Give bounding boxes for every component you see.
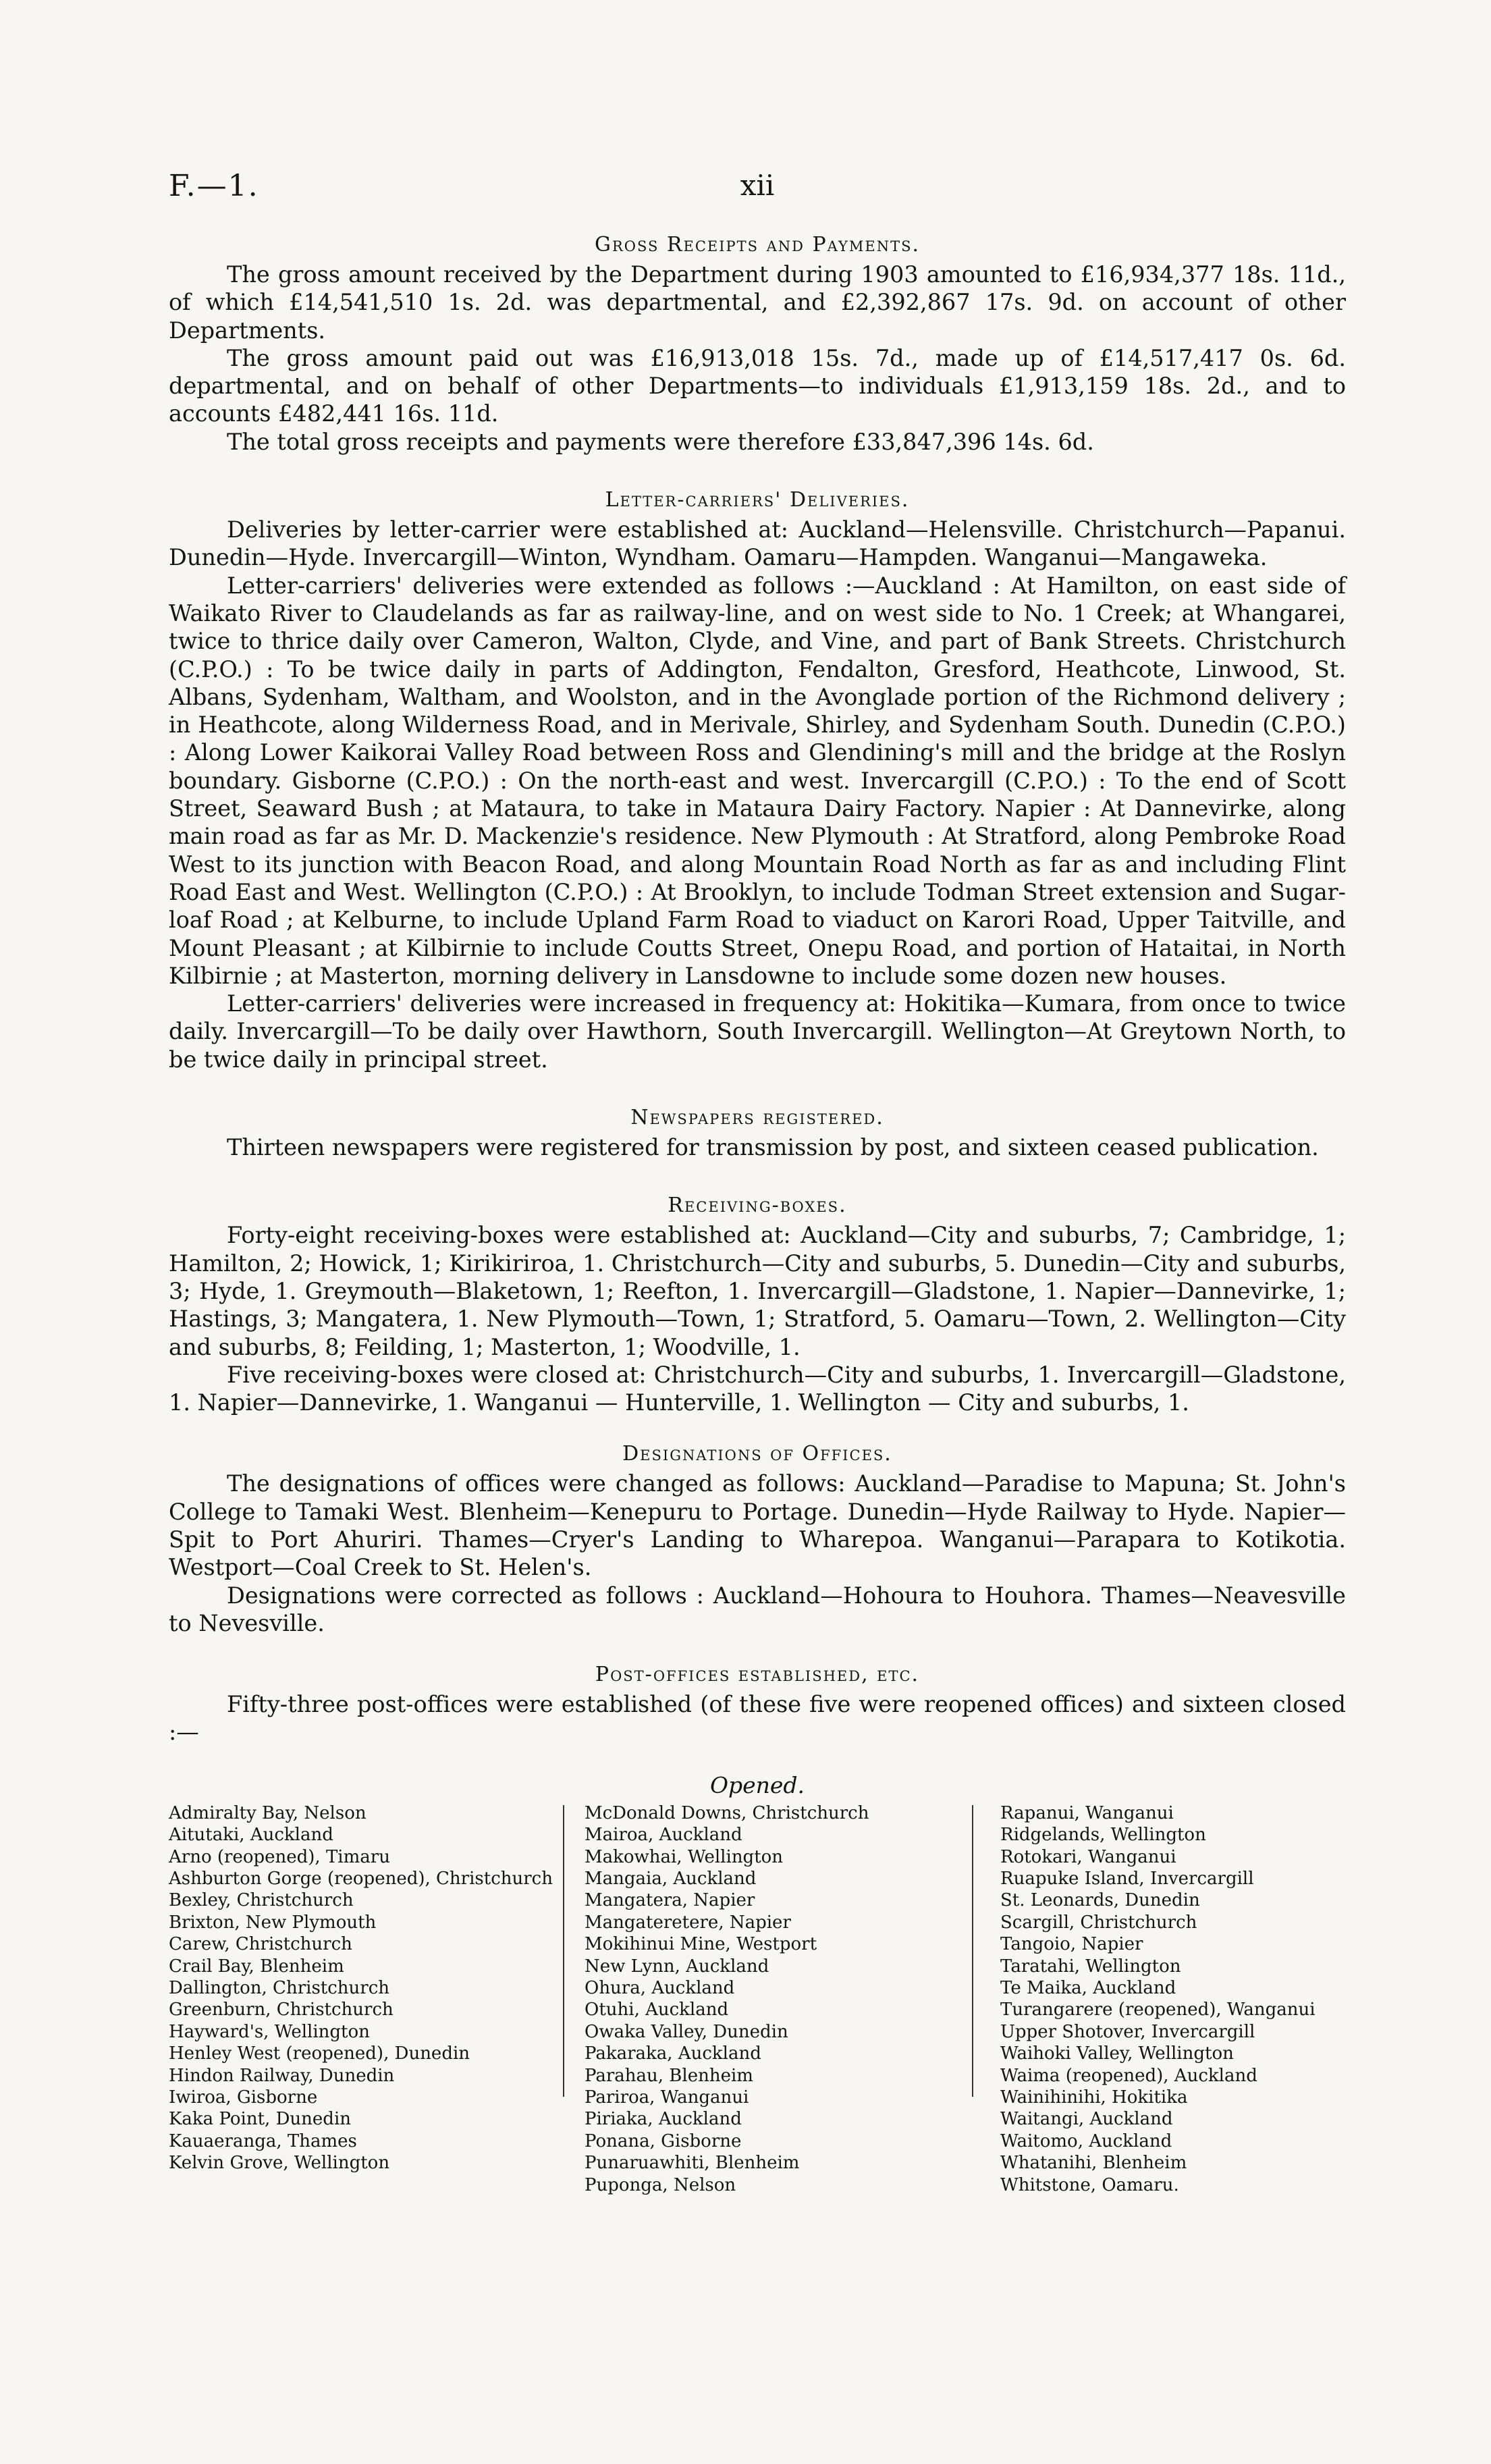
office-entry: Hindon Railway, Dunedin (169, 2065, 395, 2086)
office-entry: Makowhai, Wellington (585, 1846, 784, 1867)
paragraph: Thirteen newspapers were registered for transmission by post, and sixteen ceased publication. (227, 1134, 1319, 1161)
office-entry: Puponga, Nelson (585, 2174, 736, 2195)
paragraph: Designations were corrected as follows : Auckland—Hohoura to Houhora. Thames—Neavesville to Nevesville. (169, 1582, 1346, 1636)
office-entry: Mangatera, Napier (585, 1890, 755, 1911)
paragraph: Letter-carriers' deliveries were extended as follows :—Auckland : At Hamilton, on east side of Waikato River to Claudelands as far as railway-line, and on west side to No. 1 Creek; at Whangarei, twice to thrice daily over Cameron, Walton, Clyde, and Vine, and part of Bank Streets. Christchurch (C.P.O.) : To be twice daily in parts of Addington, Fendalton, Gresford, Heathcote, Linwood, St. Albans, Sydenham, Waltham, and Woolston, and in the Avonglade portion of the Richmond delivery ; in Heathcote, along Wilderness Road, and in Merivale, Shirley, and Sydenham South. Dunedin (C.P.O.) : Along Lower Kaikorai Valley Road between Ross and Glendining's mill and the bridge at the Roslyn boundary. Gisborne (C.P.O.) : On the north-east and west. Invercargill (C.P.O.) : To the end of Scott Street, Seaward Bush ; at Mataura, to take in Mataura Dairy Factory. Napier : At Dannevirke, along main road as far as Mr. D. Mackenzie's residence. New Plymouth : At Stratford, along Pembroke Road West to its junction with Beacon Road, and along Mountain Road North as far as and including Flint Road East and West. Wellington (C.P.O.) : At Brooklyn, to include Todman Street extension and Sugar-loaf Road ; at Kelburne, to include Upland Farm Road to viaduct on Karori Road, Upper Taitville, and Mount Pleasant ; at Kilbirnie to include Coutts Street, Onepu Road, and portion of Hataitai, in North Kilbirnie ; at Masterton, morning delivery in Lansdowne to include some dozen new houses. (169, 572, 1346, 989)
office-entry: Iwiroa, Gisborne (169, 2087, 318, 2108)
office-entry: Mangaia, Auckland (585, 1868, 757, 1889)
office-entry: Pakaraka, Auckland (585, 2043, 761, 2064)
offices-column-3 (979, 1802, 1346, 2196)
office-entry: Hayward's, Wellington (169, 2021, 370, 2042)
paragraph: Deliveries by letter-carrier were established at: Auckland—Helensville. Christchurch—Papanui. Dunedin—Hyde. Invercargill—Winton, Wyndham. Oamaru—Hampden. Wanganui—Mangaweka. (169, 516, 1346, 571)
section-title: Post-offices established, etc. (595, 1663, 920, 1687)
section-gross-receipts (169, 233, 1346, 456)
section-title: Letter-carriers' Deliveries. (605, 488, 910, 512)
office-entry: Whitstone, Oamaru. (1000, 2174, 1179, 2195)
office-entry: Punaruawhiti, Blenheim (585, 2153, 800, 2174)
office-entry: Greenburn, Christchurch (169, 2000, 394, 2020)
paragraph: Fifty-three post-offices were established (of these five were reopened offices) and sixteen closed :— (169, 1691, 1346, 1746)
document-reference: F.—1. (169, 169, 259, 203)
paragraph: Letter-carriers' deliveries were increased in frequency at: Hokitika—Kumara, from once to twice daily. Invercargill—To be daily over Hawthorn, South Invercargill. Wellington—At Greytown North, to be twice daily in principal street. (169, 990, 1346, 1073)
office-entry: Ridgelands, Wellington (1000, 1825, 1206, 1846)
office-entry: St. Leonards, Dunedin (1000, 1890, 1200, 1911)
office-entry: Ohura, Auckland (585, 1978, 735, 1999)
office-entry: Tangoio, Napier (1000, 1934, 1143, 1955)
section-post-offices (169, 1663, 1346, 2196)
office-entry: Carew, Christchurch (169, 1934, 352, 1955)
office-entry: Rapanui, Wanganui (1000, 1802, 1174, 1823)
office-entry: Kaka Point, Dunedin (169, 2109, 352, 2130)
page-header (169, 169, 1346, 216)
office-entry: Waima (reopened), Auckland (1000, 2065, 1257, 2086)
paragraph: Forty-eight receiving-boxes were established at: Auckland—City and suburbs, 7; Cambridge, 1; Hamilton, 2; Howick, 1; Kirikiriroa, 1. Christchurch—City and suburbs, 5. Dunedin—City and suburbs, 3; Hyde, 1. Greymouth—Blaketown, 1; Reefton, 1. Invercargill—Gladstone, 1. Napier—Dannevirke, 1; Hastings, 3; Mangatera, 1. New Plymouth—Town, 1; Stratford, 5. Oamaru—Town, 2. Wellington—City and suburbs, 8; Feilding, 1; Masterton, 1; Woodville, 1. (169, 1222, 1346, 1360)
page-number: xii (740, 169, 775, 202)
office-entry: Otuhi, Auckland (585, 2000, 729, 2020)
office-entry: Kelvin Grove, Wellington (169, 2153, 390, 2174)
paragraph: The total gross receipts and payments were therefore £33,847,396 14s. 6d. (227, 428, 1094, 455)
section-title: Receiving-boxes. (668, 1194, 847, 1218)
office-entry: Henley West (reopened), Dunedin (169, 2043, 470, 2064)
office-entry: Arno (reopened), Timaru (169, 1846, 390, 1867)
office-entry: Parahau, Blenheim (585, 2065, 753, 2086)
section-newspapers (169, 1106, 1346, 1161)
office-entry: Kauaeranga, Thames (169, 2131, 357, 2151)
office-entry: Mokihinui Mine, Westport (585, 1934, 817, 1955)
column-divider (563, 1805, 570, 2097)
office-entry: Rotokari, Wanganui (1000, 1846, 1176, 1867)
office-entry: Dallington, Christchurch (169, 1978, 390, 1999)
office-entry: Scargill, Christchurch (1000, 1912, 1197, 1933)
section-receiving-boxes (169, 1194, 1346, 1416)
offices-column-2 (570, 1802, 965, 2196)
office-entry: Brixton, New Plymouth (169, 1912, 377, 1933)
paragraph: The gross amount paid out was £16,913,018 15s. 7d., made up of £14,517,417 0s. 6d. departmental, and on behalf of other Departments—to individuals £1,913,159 18s. 2d., and to accounts £482,441 16s. 11d. (169, 344, 1346, 427)
office-entry: Crail Bay, Blenheim (169, 1956, 344, 1977)
section-title: Designations of Offices. (622, 1442, 892, 1466)
office-entry: Whatanihi, Blenheim (1000, 2153, 1187, 2174)
paragraph: The designations of offices were changed as follows: Auckland—Paradise to Mapuna; St. John's College to Tamaki West. Blenheim—Kenepuru to Portage. Dunedin—Hyde Railway to Hyde. Napier—Spit to Port Ahuriri. Thames—Cryer's Landing to Wharepoa. Wanganui—Parapara to Kotikotia. Westport—Coal Creek to St. Helen's. (169, 1470, 1346, 1581)
offices-column-1 (169, 1802, 556, 2196)
section-title: Gross Receipts and Payments. (594, 233, 920, 257)
office-entry: Taratahi, Wellington (1000, 1956, 1181, 1977)
office-entry: Pariroa, Wanganui (585, 2087, 749, 2108)
paragraph: The gross amount received by the Department during 1903 amounted to £16,934,377 18s. 11d., of which £14,541,510 1s. 2d. was departmental, and £2,392,867 17s. 9d. on account of other Departments. (169, 261, 1346, 344)
opened-offices-list (169, 1802, 1346, 2196)
column-divider (972, 1805, 979, 2097)
office-entry: Ashburton Gorge (reopened), Christchurch (169, 1868, 553, 1889)
office-entry: Admiralty Bay, Nelson (169, 1802, 367, 1823)
office-entry: Waihoki Valley, Wellington (1000, 2043, 1234, 2064)
paragraph: Five receiving-boxes were closed at: Christchurch—City and suburbs, 1. Invercargill—Gladstone, 1. Napier—Dannevirke, 1. Wanganui — Hunterville, 1. Wellington — City and suburbs, 1. (169, 1361, 1346, 1416)
office-entry: Owaka Valley, Dunedin (585, 2021, 788, 2042)
office-entry: Ruapuke Island, Invercargill (1000, 1868, 1254, 1889)
office-entry: Piriaka, Auckland (585, 2109, 742, 2130)
office-entry: Ponana, Gisborne (585, 2131, 742, 2151)
office-entry: Bexley, Christchurch (169, 1890, 354, 1911)
office-entry: Mangateretere, Napier (585, 1912, 791, 1933)
office-entry: Mairoa, Auckland (585, 1825, 742, 1846)
office-entry: McDonald Downs, Christchurch (585, 1802, 869, 1823)
section-title: Newspapers registered. (630, 1106, 884, 1130)
office-entry: Waitangi, Auckland (1000, 2109, 1173, 2130)
office-entry: Aitutaki, Auckland (169, 1825, 333, 1846)
office-entry: Te Maika, Auckland (1000, 1978, 1176, 1999)
opened-subheading: Opened. (709, 1771, 805, 1798)
office-entry: Upper Shotover, Invercargill (1000, 2021, 1255, 2042)
office-entry: Turangarere (reopened), Wanganui (1000, 2000, 1316, 2020)
office-entry: Waitomo, Auckland (1000, 2131, 1172, 2151)
office-entry: New Lynn, Auckland (585, 1956, 769, 1977)
section-letter-carriers (169, 488, 1346, 1073)
office-entry: Wainihinihi, Hokitika (1000, 2087, 1188, 2108)
section-designations (169, 1442, 1346, 1637)
